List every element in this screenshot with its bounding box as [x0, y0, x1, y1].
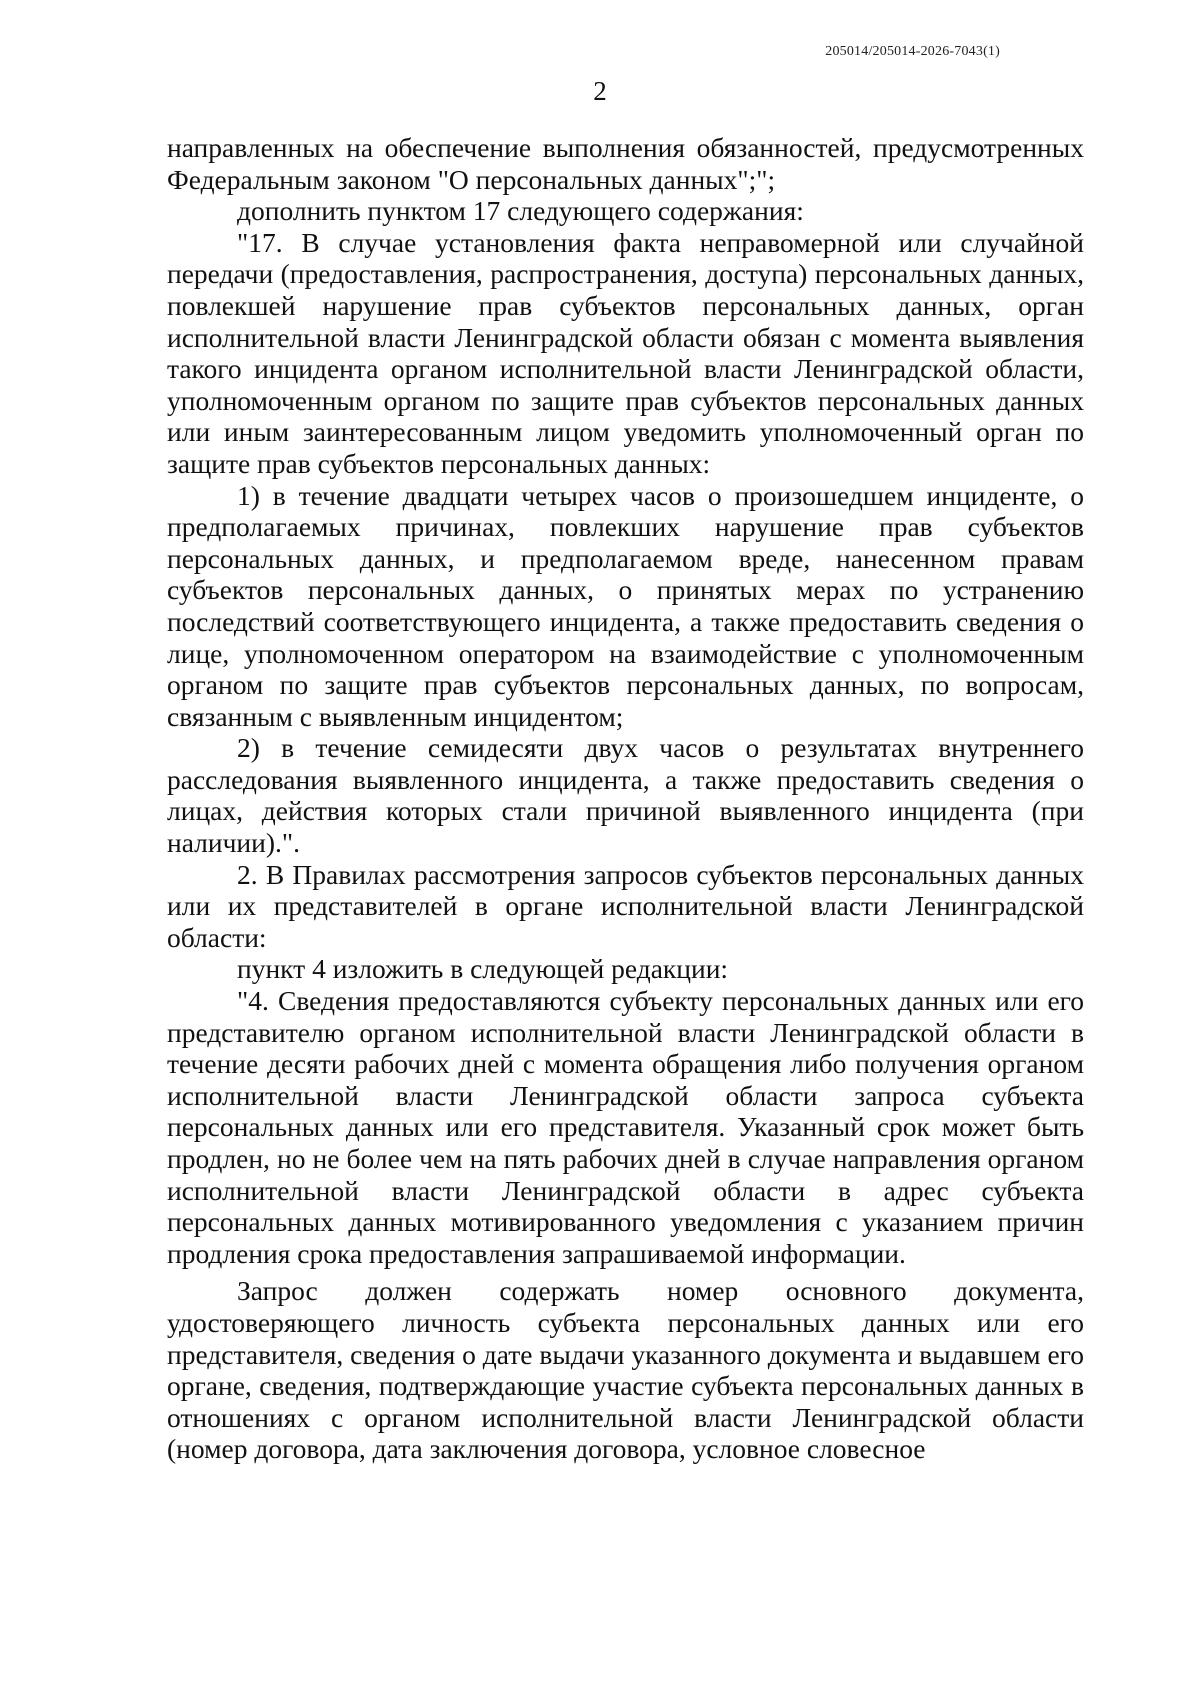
page-number: 2	[593, 76, 607, 106]
document-id: 205014/205014-2026-7043(1)	[825, 44, 1000, 59]
paragraph-subitem-2: 2) в течение семидесяти двух часов о результатах внутреннего расследования выявленного инцидента, а также предоставить сведения о лицах, действия которых стали причиной выявленного инцидента (при наличии).".	[167, 732, 1084, 859]
paragraph-item-4: "4. Сведения предоставляются субъекту персональных данных или его представителю органом исполнительной власти Ленинградской области в течение десяти рабочих дней с момента обращения либо получения органом исполнительной власти Ленинградской области запроса субъекта персональных данных или его представителя. Указанный срок может быть продлен, но не более чем на пять рабочих дней в случае направления органом исполнительной власти Ленинградской области в адрес субъекта персональных данных мотивированного уведомления с указанием причин продления срока предоставления запрашиваемой информации.	[167, 985, 1084, 1269]
paragraph-request-content: Запрос должен содержать номер основного документа, удостоверяющего личность субъекта персональных данных или его представителя, сведения о дате выдачи указанного документа и выдавшем его органе, сведения, подтверждающие участие субъекта персональных данных в отношениях с органом исполнительной власти Ленинградской области (номер договора, дата заключения договора, условное словесное	[167, 1275, 1085, 1465]
paragraph-section-2: 2. В Правилах рассмотрения запросов субъектов персональных данных или их представителей в органе исполнительной власти Ленинградской области:	[167, 858, 1084, 953]
paragraph-continuation: направленных на обеспечение выполнения обязанностей, предусмотренных Федеральным законом "О персональных данных";";	[167, 132, 1084, 195]
paragraph-subitem-1: 1) в течение двадцати четырех часов о произошедшем инциденте, о предполагаемых причинах, повлекших нарушение прав субъектов персональных данных, и предполагаемом вреде, нанесенном правам субъектов персональных данных, о принятых мерах по устранению последствий соответствующего инцидента, а также предоставить сведения о лице, уполномоченном оператором на взаимодействие с уполномоченным органом по защите прав субъектов персональных данных, по вопросам, связанным с выявленным инцидентом;	[167, 479, 1084, 732]
paragraph-amendment-intro: дополнить пунктом 17 следующего содержания:	[237, 195, 804, 227]
paragraph-item-17: "17. В случае установления факта неправомерной или случайной передачи (предоставления, распространения, доступа) персональных данных, повлекшей нарушение прав субъектов персональных данных, орган исполнительной власти Ленинградской области обязан с момента выявления такого инцидента органом исполнительной власти Ленинградской области, уполномоченным органом по защите прав субъектов персональных данных или иным заинтересованным лицом уведомить уполномоченный орган по защите прав субъектов персональных данных:	[167, 226, 1084, 479]
document-body	[167, 132, 1084, 1465]
paragraph-item-4-intro: пункт 4 изложить в следующей редакции:	[237, 953, 729, 985]
